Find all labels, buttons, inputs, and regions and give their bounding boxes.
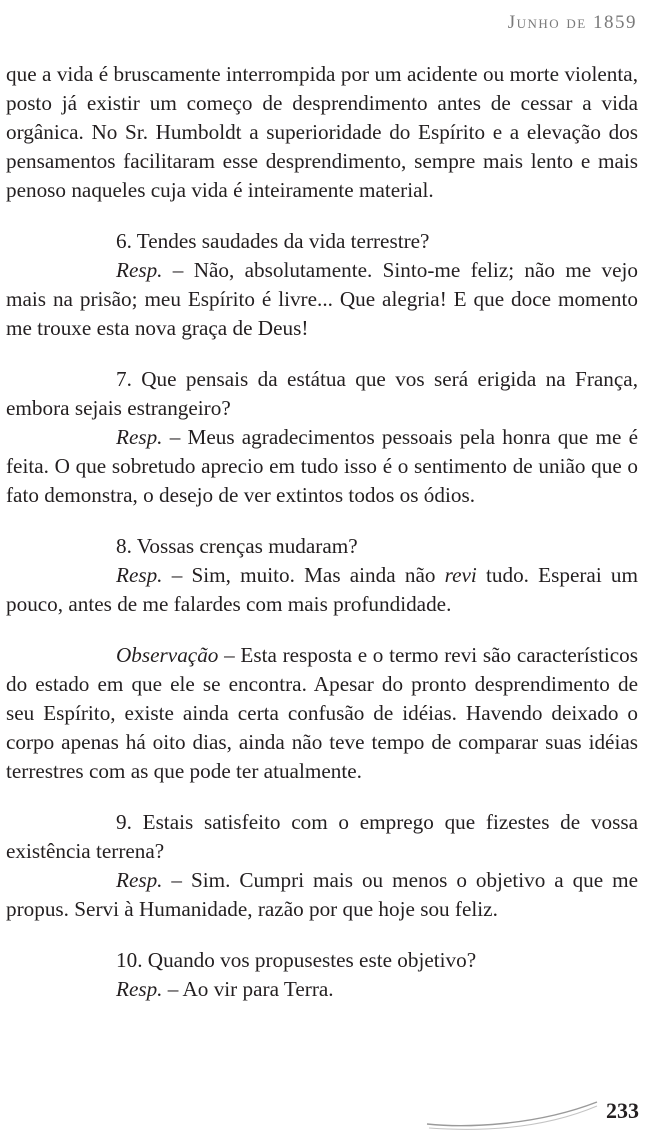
answer-6: [6, 256, 638, 343]
question-6: 6. Tendes saudades da vida terrestre?: [116, 229, 430, 253]
question-8: 8. Vossas crenças mudaram?: [116, 534, 358, 558]
question-7: 7. Que pensais da estátua que vos será erigida na França, embora sejais estrangeiro?: [6, 367, 638, 420]
resp-label: Resp.: [116, 258, 163, 282]
paragraph-intro: que a vida é bruscamente interrompida por um acidente ou morte violenta, posto já existir um começo de desprendimento antes de cessar a vida orgânica. No Sr. Humboldt a superioridade do Espírito e a elevação dos pensamentos facilitaram esse desprendimento, sempre mais lento e mais penoso naqueles cuja vida é inteiramente material.: [6, 62, 638, 202]
answer-8-text-1: – Sim, muito. Mas ainda não: [162, 563, 445, 587]
answer-8-text-2: tudo. Esperai um pouco, antes de me falardes com mais profundidade.: [6, 563, 638, 616]
answer-10: [6, 975, 638, 1004]
question-10: 10. Quando vos propusestes este objetivo?: [116, 948, 477, 972]
page-body: [6, 60, 638, 1004]
answer-7-text: – Meus agradecimentos pessoais pela honra que me é feita. O que sobretudo aprecio em tudo isso é o sentimento de união que o fato demonstra, o desejo de ver extintos todos os ódios.: [6, 425, 638, 507]
resp-label: Resp.: [116, 563, 163, 587]
answer-6-text: – Não, absolutamente. Sinto-me feliz; não me vejo mais na prisão; meu Espírito é livre... Que alegria! E que doce momento me trouxe esta nova graça de Deus!: [6, 258, 638, 340]
observation: [6, 641, 638, 786]
answer-10-text: – Ao vir para Terra.: [162, 977, 334, 1001]
answer-8-italic-word: revi: [444, 563, 477, 587]
observation-label: Observação: [116, 643, 219, 667]
page-number: 233: [606, 1098, 639, 1123]
resp-label: Resp.: [116, 977, 163, 1001]
resp-label: Resp.: [116, 868, 163, 892]
answer-9: [6, 866, 638, 924]
question-9: 9. Estais satisfeito com o emprego que fizestes de vossa existência terrena?: [6, 810, 638, 863]
answer-9-text: – Sim. Cumpri mais ou menos o objetivo a que me propus. Servi à Humanidade, razão por que hoje sou feliz.: [6, 868, 638, 921]
answer-7: [6, 423, 638, 510]
running-header: Junho de 1859: [507, 12, 637, 33]
answer-8: [6, 561, 638, 619]
observation-text: – Esta resposta e o termo revi são característicos do estado em que ele se encontra. Apesar do pronto desprendimento de seu Espírito, existe ainda certa confusão de idéias. Havendo deixado o corpo apenas há oito dias, ainda não teve tempo de comparar suas idéias terrestres com as que pode ter atualmente.: [6, 643, 638, 783]
resp-label: Resp.: [116, 425, 163, 449]
decorative-swoosh-icon: [425, 1098, 600, 1132]
